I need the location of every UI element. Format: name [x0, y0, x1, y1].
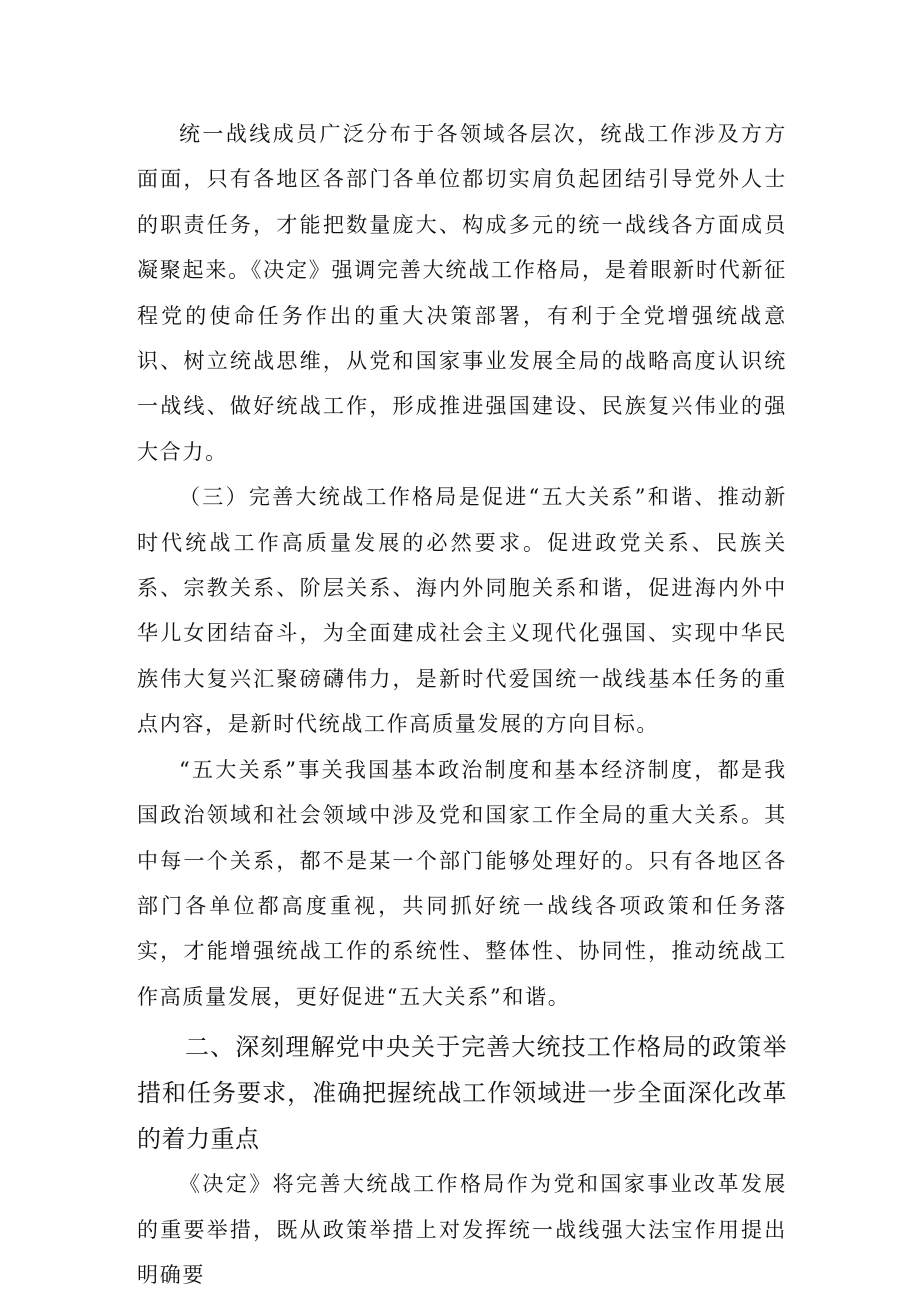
paragraph-five-relations-significance: “五大关系”事关我国基本政治制度和基本经济制度，都是我国政治领域和社会领域中涉及党和国家工作全局的重大关系。其中每一个关系，都不是某一个部门能够处理好的。只有各地区各部门各单位都高度重视，共同抓好统一战线各项政策和任务落实，才能增强统战工作的系统性、整体性、协同性，推动统战工作高质量发展，更好促进“五大关系”和谐。 [137, 757, 787, 1009]
paragraph-five-relations-requirement: （三）完善大统战工作格局是促进“五大关系”和谐、推动新时代统战工作高质量发展的必然要求。促进政党关系、民族关系、宗教关系、阶层关系、海内外同胞关系和谐，促进海内外中华儿女团结奋斗，为全面建成社会主义现代化强国、实现中华民族伟大复兴汇聚磅礴伟力，是新时代爱国统一战线基本任务的重点内容，是新时代统战工作高质量发展的方向目标。 [137, 485, 787, 737]
paragraph-united-front-members: 统一战线成员广泛分布于各领域各层次，统战工作涉及方方面面，只有各地区各部门各单位都切实肩负起团结引导党外人士的职责任务，才能把数量庞大、构成多元的统一战线各方面成员凝聚起来。《决定》强调完善大统战工作格局，是着眼新时代新征程党的使命任务作出的重大决策部署，有利于全党增强统战意识、树立统战思维，从党和国家事业发展全局的战略高度认识统一战线、做好统战工作，形成推进强国建设、民族复兴伟业的强大合力。 [137, 122, 787, 464]
section-heading: 二、深刻理解党中央关于完善大统技工作格局的政策举措和任务要求，准确把握统战工作领域进一步全面深化改革的着力重点 [137, 1033, 787, 1154]
paragraph-decision-measures: 《决定》将完善大统战工作格局作为党和国家事业改革发展的重要举措，既从政策举措上对发挥统一战线强大法宝作用提出明确要 [137, 1172, 787, 1287]
document-body [137, 112, 787, 1298]
